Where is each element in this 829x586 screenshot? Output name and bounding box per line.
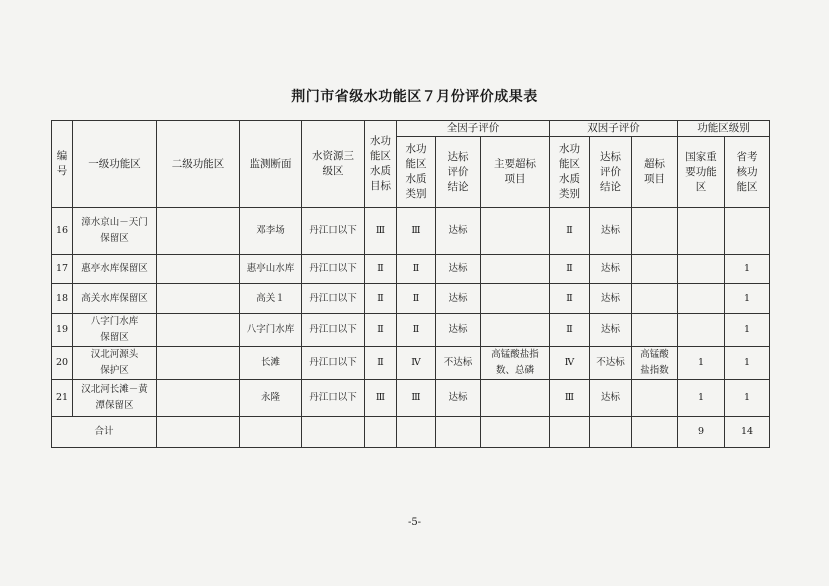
cell-dual-conclusion: 达标: [590, 380, 632, 417]
table-body: [52, 208, 770, 417]
cell-national: [678, 284, 725, 314]
page-title: 荆门市省级水功能区７月份评价成果表: [291, 89, 538, 105]
header-all-conclusion: 达标评价结论: [436, 137, 481, 208]
cell-dual-exceed-line: 高锰酸: [640, 349, 669, 360]
table-row: [52, 380, 770, 417]
cell-all-quality-class: Ⅲ: [397, 380, 436, 417]
cell-all-conclusion: 达标: [436, 255, 481, 284]
header-target: 水功能区水质目标: [365, 121, 397, 208]
cell-dual-quality-class: Ⅳ: [550, 347, 590, 380]
cell-section: 邓李场: [240, 208, 302, 255]
cell-all-exceed: [481, 255, 550, 284]
header-dual-conclusion: 达标评价结论: [590, 137, 632, 208]
cell-provincial: 1: [725, 314, 770, 347]
cell-national: 1: [678, 347, 725, 380]
table-row: [52, 314, 770, 347]
cell-water-resource-zone: 丹江口以下: [302, 208, 365, 255]
cell-primary-zone: [73, 284, 157, 314]
cell-national: 1: [678, 380, 725, 417]
cell-no: 20: [52, 347, 73, 380]
cell-section: 高关１: [240, 284, 302, 314]
table-row: [52, 255, 770, 284]
cell-primary-zone-line: 保留区: [100, 233, 129, 244]
cell-water-resource-zone: 丹江口以下: [302, 255, 365, 284]
cell-dual-exceed: [632, 284, 678, 314]
cell-dual-exceed: [632, 314, 678, 347]
cell-primary-zone-line: 汉北河源头: [90, 349, 139, 360]
table-cell: [550, 417, 590, 448]
cell-primary-zone-line: 高关水库保留区: [81, 292, 148, 304]
cell-water-resource-zone: 丹江口以下: [302, 284, 365, 314]
cell-primary-zone: [73, 380, 157, 417]
header-no: 编号: [52, 121, 73, 208]
cell-dual-quality-class: Ⅱ: [550, 314, 590, 347]
cell-all-conclusion: 不达标: [436, 347, 481, 380]
cell-dual-quality-class: Ⅱ: [550, 284, 590, 314]
cell-primary-zone-line: 潭保留区: [95, 400, 134, 411]
header-water-resource-zone: 水资源三级区: [302, 121, 365, 208]
cell-all-conclusion: 达标: [436, 284, 481, 314]
cell-primary-zone-line: 汉北河长滩－黄: [81, 384, 148, 395]
cell-target: Ⅲ: [365, 208, 397, 255]
header-section: 监测断面: [240, 121, 302, 208]
cell-primary-zone: [73, 255, 157, 284]
cell-target: Ⅱ: [365, 284, 397, 314]
cell-dual-conclusion: 达标: [590, 284, 632, 314]
cell-all-quality-class: Ⅳ: [397, 347, 436, 380]
cell-all-quality-class: Ⅱ: [397, 284, 436, 314]
cell-primary-zone-line: 保留区: [100, 332, 129, 343]
cell-all-exceed-line: 高锰酸盐指: [491, 349, 539, 360]
header-all-quality-class: 水功能区水质类别: [397, 137, 436, 208]
table-cell: [397, 417, 436, 448]
table-cell: [632, 417, 678, 448]
cell-provincial: [725, 208, 770, 255]
cell-target: Ⅲ: [365, 380, 397, 417]
page-number: -5-: [407, 517, 422, 528]
table-cell: [436, 417, 481, 448]
table-cell: [302, 417, 365, 448]
cell-dual-exceed: [632, 255, 678, 284]
cell-secondary-zone: [157, 380, 240, 417]
cell-water-resource-zone: 丹江口以下: [302, 347, 365, 380]
cell-primary-zone-line: 惠亭水库保留区: [81, 263, 148, 274]
table-cell: [481, 417, 550, 448]
cell-target: Ⅱ: [365, 347, 397, 380]
cell-dual-conclusion: 达标: [590, 255, 632, 284]
cell-national: [678, 208, 725, 255]
header-row-1: [52, 121, 770, 137]
total-national: 9: [678, 417, 725, 448]
cell-national: [678, 255, 725, 284]
cell-dual-conclusion: 达标: [590, 314, 632, 347]
cell-no: 19: [52, 314, 73, 347]
cell-primary-zone: [73, 208, 157, 255]
cell-provincial: 1: [725, 284, 770, 314]
header-dual-exceed: 超标项目: [632, 137, 678, 208]
cell-target: Ⅱ: [365, 255, 397, 284]
cell-section: 八字门水库: [240, 314, 302, 347]
table-row: [52, 208, 770, 255]
cell-all-exceed: [481, 347, 550, 380]
cell-all-quality-class: Ⅲ: [397, 208, 436, 255]
cell-all-conclusion: 达标: [436, 314, 481, 347]
cell-dual-exceed: [632, 208, 678, 255]
cell-target: Ⅱ: [365, 314, 397, 347]
cell-dual-quality-class: Ⅱ: [550, 208, 590, 255]
cell-water-resource-zone: 丹江口以下: [302, 314, 365, 347]
cell-dual-exceed: [632, 380, 678, 417]
table-cell: [157, 417, 240, 448]
cell-water-resource-zone: 丹江口以下: [302, 380, 365, 417]
header-dual-factor-group: 双因子评价: [550, 121, 678, 137]
cell-secondary-zone: [157, 255, 240, 284]
cell-all-exceed: [481, 380, 550, 417]
cell-all-exceed: [481, 284, 550, 314]
cell-dual-conclusion: 不达标: [590, 347, 632, 380]
cell-primary-zone-line: 保护区: [100, 365, 129, 376]
table-cell: [365, 417, 397, 448]
cell-no: 16: [52, 208, 73, 255]
header-provincial: 省考核功能区: [725, 137, 770, 208]
cell-primary-zone: [73, 347, 157, 380]
cell-all-quality-class: Ⅱ: [397, 314, 436, 347]
header-national: 国家重要功能区: [678, 137, 725, 208]
cell-dual-conclusion: 达标: [590, 208, 632, 255]
cell-dual-quality-class: Ⅱ: [550, 255, 590, 284]
cell-secondary-zone: [157, 347, 240, 380]
cell-dual-exceed: [632, 347, 678, 380]
cell-provincial: 1: [725, 380, 770, 417]
cell-no: 17: [52, 255, 73, 284]
total-label: 合计: [52, 417, 157, 448]
cell-no: 18: [52, 284, 73, 314]
total-row: [52, 417, 770, 448]
cell-secondary-zone: [157, 284, 240, 314]
table-row: [52, 284, 770, 314]
cell-section: 永隆: [240, 380, 302, 417]
cell-provincial: 1: [725, 255, 770, 284]
cell-all-quality-class: Ⅱ: [397, 255, 436, 284]
total-provincial: 14: [725, 417, 770, 448]
cell-provincial: 1: [725, 347, 770, 380]
table-row: [52, 347, 770, 380]
cell-secondary-zone: [157, 208, 240, 255]
cell-primary-zone-line: 漳水京山－天门: [81, 217, 148, 228]
cell-all-exceed: [481, 314, 550, 347]
cell-all-exceed: [481, 208, 550, 255]
table-cell: [240, 417, 302, 448]
cell-dual-exceed-line: 盐指数: [640, 365, 669, 376]
header-primary-zone: 一级功能区: [73, 121, 157, 208]
evaluation-table: [51, 120, 770, 448]
cell-all-conclusion: 达标: [436, 208, 481, 255]
cell-primary-zone: [73, 314, 157, 347]
header-level-group: 功能区级别: [678, 121, 770, 137]
cell-section: 长滩: [240, 347, 302, 380]
header-all-exceed: 主要超标项目: [481, 137, 550, 208]
cell-national: [678, 314, 725, 347]
cell-section: 惠亭山水库: [240, 255, 302, 284]
cell-no: 21: [52, 380, 73, 417]
header-secondary-zone: 二级功能区: [157, 121, 240, 208]
cell-all-conclusion: 达标: [436, 380, 481, 417]
header-dual-quality-class: 水功能区水质类别: [550, 137, 590, 208]
cell-all-exceed-line: 数、总磷: [496, 365, 535, 376]
cell-secondary-zone: [157, 314, 240, 347]
table-cell: [590, 417, 632, 448]
cell-primary-zone-line: 八字门水库: [90, 316, 139, 327]
cell-dual-quality-class: Ⅲ: [550, 380, 590, 417]
header-all-factor-group: 全因子评价: [397, 121, 550, 137]
